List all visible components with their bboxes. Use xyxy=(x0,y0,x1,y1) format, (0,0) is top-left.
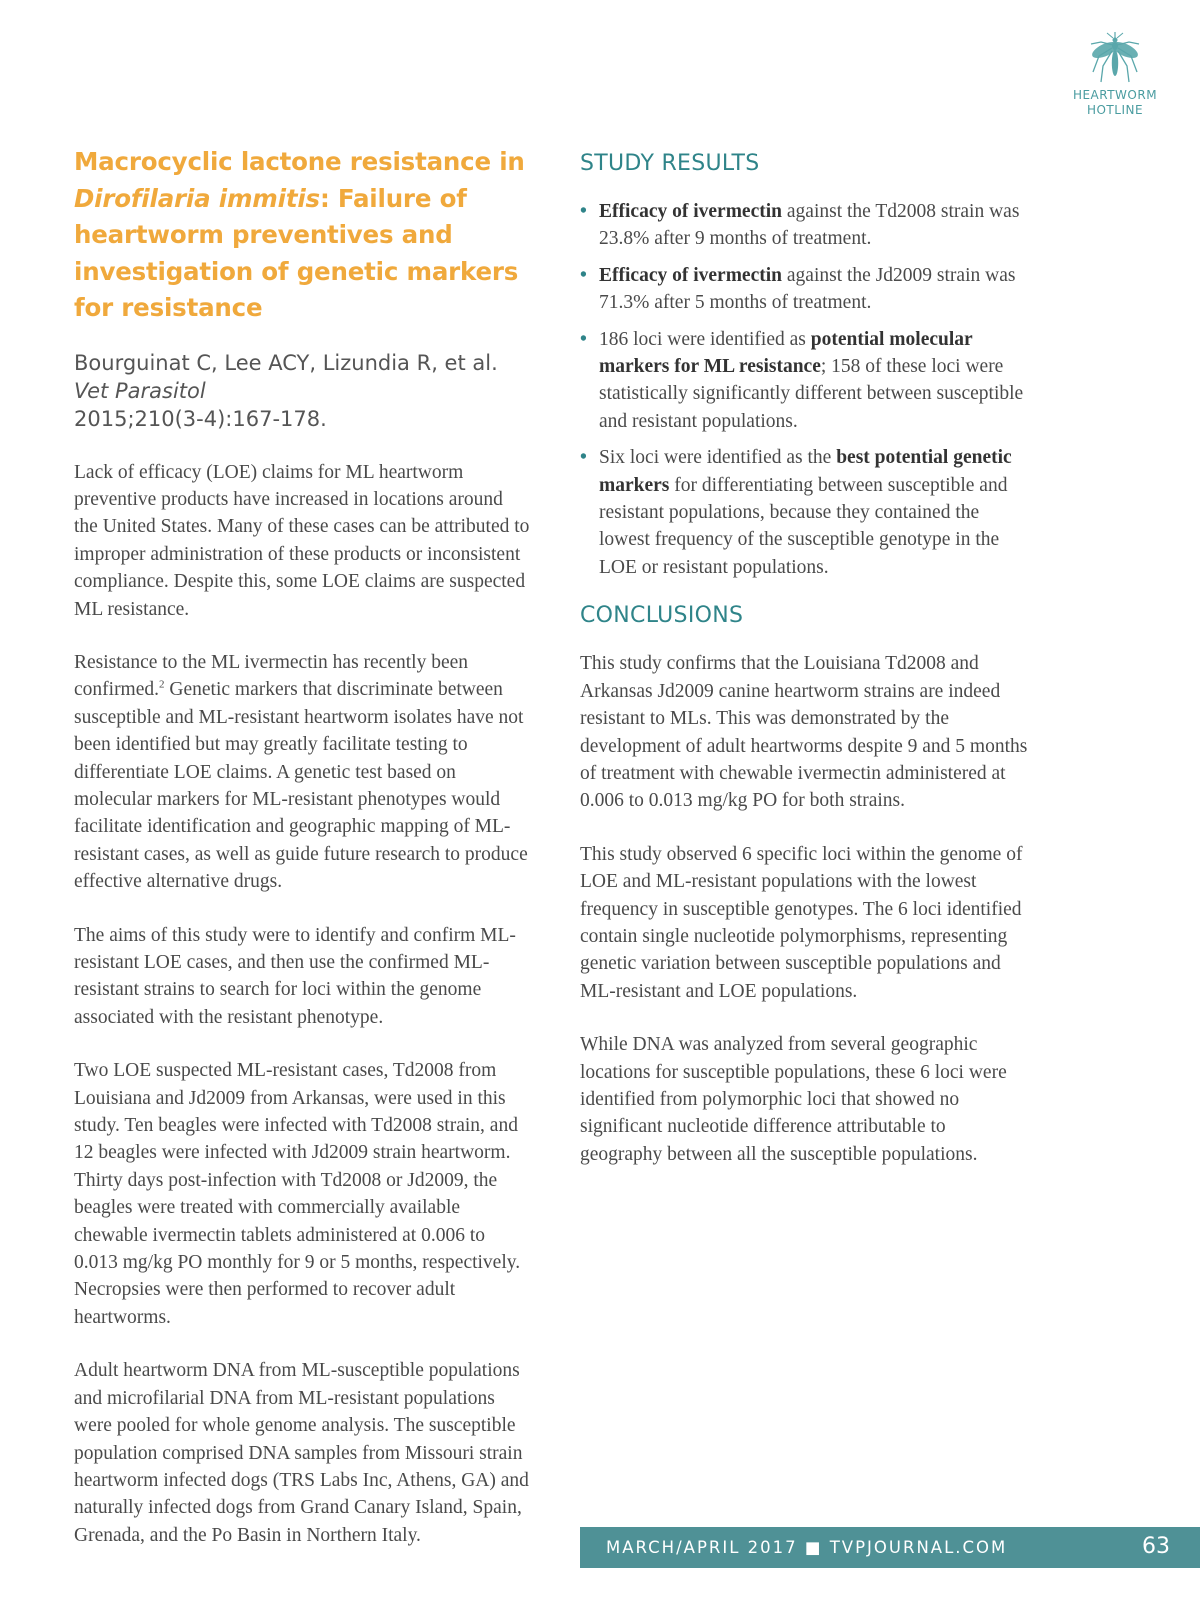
heartworm-hotline-logo xyxy=(1060,32,1170,118)
conclusions-paragraph-3: While DNA was analyzed from several geographic locations for susceptible populations, these 6 loci were identified from polymorphic loci that showed no significant nucleotide difference attributable to geography between all the susceptible populations. xyxy=(580,1034,1007,1165)
title-part-1: Macrocyclic lactone resistance in xyxy=(74,147,525,176)
bullet-icon: • xyxy=(580,264,587,286)
title-species: Dirofilaria immitis xyxy=(74,183,320,213)
citation-journal: Vet Parasitol xyxy=(74,378,206,403)
result-text: against the Td2008 strain was 23.8% after 9 months of treatment. xyxy=(599,201,1020,250)
title-part-2: : Failure of heartworm preventives and investigation of genetic markers for resistance xyxy=(74,183,519,322)
result-text: 186 loci were identified as xyxy=(599,328,811,350)
para2-start: Resistance to the ML ivermectin has recently been confirmed. xyxy=(74,651,469,701)
mosquito-icon xyxy=(1085,32,1145,84)
study-results-heading: STUDY RESULTS xyxy=(580,151,760,176)
page-number: 63 xyxy=(1142,1534,1170,1559)
result-text: for differentiating between susceptible and resistant populations, because they contained the lowest frequency of the susceptible genotype in the LOE or resistant populations. xyxy=(599,474,1008,578)
result-text: Six loci were identified as the xyxy=(599,447,837,469)
body-paragraph-1: Lack of efficacy (LOE) claims for ML heartworm preventive products have increased in locations around the United States. Many of these cases can be attributed to improper administration of these products or inconsistent compliance. Despite this, some LOE claims are suspected ML resistance. xyxy=(74,461,530,620)
bullet-icon: • xyxy=(580,201,587,222)
para2-end: Genetic markers that discriminate between susceptible and ML-resistant heartworm isolates have not been identified but may greatly facilitate testing to differentiate LOE claims. A genetic test based on molecular markers for ML-resistant phenotypes would facilitate identification and geographic mapping of ML-resistant cases, as well as guide future research to produce effective alternative drugs. xyxy=(74,679,528,893)
result-emphasis: Efficacy of ivermectin xyxy=(599,201,783,222)
logo-line-1: HEARTWORM xyxy=(1072,88,1158,102)
right-column xyxy=(580,141,1030,1168)
result-emphasis: best potential genetic markers xyxy=(599,447,1012,496)
article-title xyxy=(74,144,530,327)
body-paragraph-2 xyxy=(74,649,530,896)
logo-line-2: HOTLINE xyxy=(1086,103,1144,117)
result-text: ; 158 of these loci were statistically significantly different between susceptible and resistant populations. xyxy=(599,356,1024,432)
list-item xyxy=(580,198,1030,253)
citation-authors: Bourguinat C, Lee ACY, Lizundia R, et al. xyxy=(74,350,498,375)
bullet-icon: • xyxy=(580,447,587,469)
logo-text xyxy=(1060,88,1170,118)
footer-issue-text: MARCH/APRIL 2017 ■ TVPJOURNAL.COM xyxy=(606,1538,1008,1557)
body-paragraph-3: The aims of this study were to identify and confirm ML-resistant LOE cases, and then use the confirmed ML-resistant strains to search for loci within the genome associated with the resistant phenotype. xyxy=(74,924,516,1028)
result-emphasis: Efficacy of ivermectin xyxy=(599,264,783,286)
conclusions-paragraph-2: This study observed 6 specific loci within the genome of LOE and ML-resistant populations with the lowest frequency in susceptible genotypes. The 6 loci identified contain single nucleotide polymorphisms, representing genetic variation between susceptible populations and ML-resistant and LOE populations. xyxy=(580,843,1023,1002)
list-item xyxy=(580,326,1030,436)
result-emphasis: potential molecular markers for ML resistance xyxy=(599,328,973,378)
study-results-list xyxy=(580,198,1030,581)
conclusions-paragraph-1: This study confirms that the Louisiana Td2008 and Arkansas Jd2009 canine heartworm strains are indeed resistant to MLs. This was demonstrated by the development of adult heartworms despite 9 and 5 months of treatment with chewable ivermectin administered at 0.006 to 0.013 mg/kg PO for both strains. xyxy=(580,653,1028,812)
body-paragraph-5: Adult heartworm DNA from ML-susceptible populations and microfilarial DNA from ML-resistant populations were pooled for whole genome analysis. The susceptible population comprised DNA samples from Missouri strain heartworm infected dogs (TRS Labs Inc, Athens, GA) and naturally infected dogs from Grand Canary Island, Spain, Grenada, and the Po Basin in Northern Italy. xyxy=(74,1360,529,1546)
body-paragraph-4: Two LOE suspected ML-resistant cases, Td2008 from Louisiana and Jd2009 from Arkansas, were used in this study. Ten beagles were infected with Td2008 strain, and 12 beagles were infected with Jd2009 strain heartworm. Thirty days post-infection with Td2008 or Jd2009, the beagles were treated with commercially available chewable ivermectin tablets administered at 0.006 to 0.013 mg/kg PO monthly for 9 or 5 months, respectively. Necropsies were then performed to recover adult heartworms. xyxy=(74,1060,521,1328)
reference-superscript: 2 xyxy=(159,678,165,691)
citation-details: 2015;210(3-4):167-178. xyxy=(74,406,327,431)
result-text: against the Jd2009 strain was 71.3% after 5 months of treatment. xyxy=(599,264,1016,314)
list-item xyxy=(580,444,1030,581)
list-item xyxy=(580,262,1030,317)
article-citation xyxy=(74,349,530,433)
bullet-icon: • xyxy=(580,328,587,350)
conclusions-heading: CONCLUSIONS xyxy=(580,603,744,629)
footer-bar xyxy=(580,1527,1200,1568)
left-column xyxy=(74,144,530,1549)
